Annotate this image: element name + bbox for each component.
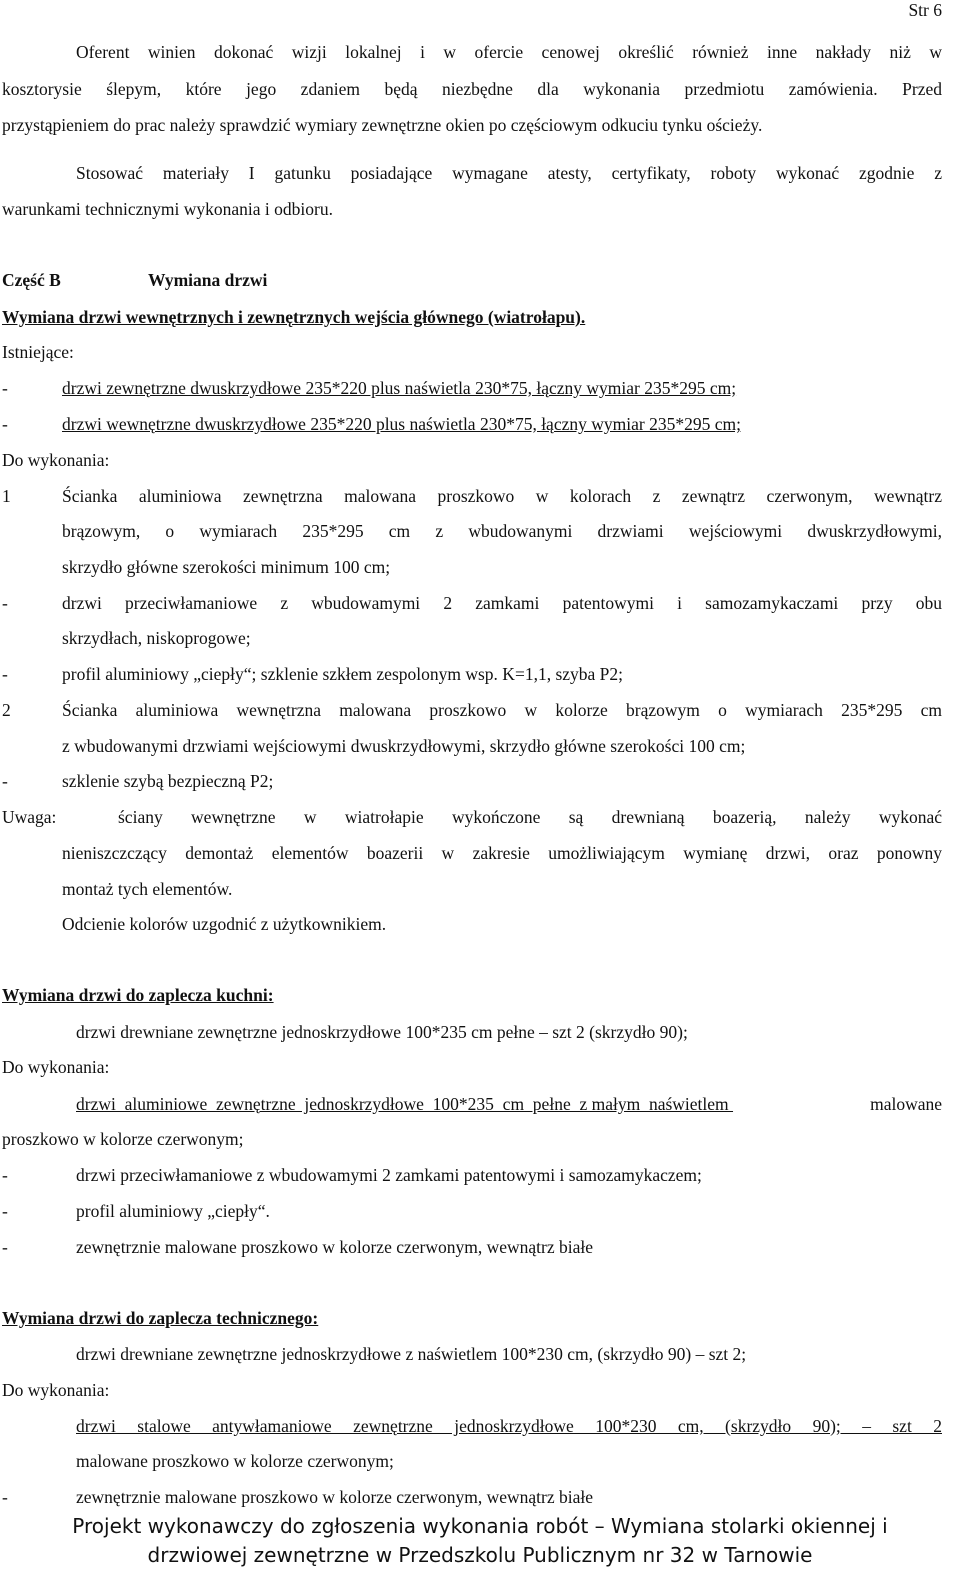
item1-line3: skrzydło główne szerokości minimum 100 cm; [62,557,391,577]
list-marker: - [2,1165,8,1185]
intro-p1-line2: kosztorysie ślepym, które jego zdaniem będą niezbędne dla wykonania przedmiotu zamówienia. Przed [2,79,942,99]
kitchen-todo-label: Do wykonania: [2,1057,110,1077]
item1-line1: Ścianka aluminiowa zewnętrzna malowana proszkowo w kolorach z zewnątrz czerwonym, wewnątrz [62,486,942,506]
section-heading-technical: Wymiana drzwi do zaplecza technicznego: [2,1308,319,1328]
technical-todo-line2: malowane proszkowo w kolorze czerwonym; [76,1451,394,1471]
kitchen-existing: drzwi drewniane zewnętrzne jednoskrzydłowe 100*235 cm pełne – szt 2 (skrzydło 90); [76,1022,688,1042]
item1-dash1-line2: skrzydłach, niskoprogowe; [62,628,251,648]
list-item: drzwi przeciwłamaniowe z wbudowamymi 2 zamkami patentowymi i samozamykaczem; [76,1165,702,1185]
intro-p2-line1: Stosować materiały I gatunku posiadające wymagane atesty, certyfikaty, roboty wykonać zgodnie z [76,163,942,183]
technical-existing: drzwi drewniane zewnętrzne jednoskrzydłowe z naświetlem 100*230 cm, (skrzydło 90) – szt 2; [76,1344,747,1364]
section-heading-kitchen: Wymiana drzwi do zaplecza kuchni: [2,985,274,1005]
item2-line2: z wbudowanymi drzwiami wejściowymi dwuskrzydłowymi, skrzydło główne szerokości 100 cm; [62,736,746,756]
item2-dash: szklenie szybą bezpieczną P2; [62,771,274,791]
kitchen-todo-underlined: drzwi aluminiowe zewnętrzne jednoskrzydłowe 100*235 cm pełne z małym naświetlem [76,1094,734,1114]
list-marker: - [2,1237,8,1257]
kitchen-todo-line1 [76,1096,942,1114]
list-item: profil aluminiowy „ciepły“. [76,1201,270,1221]
list-item: drzwi wewnętrzne dwuskrzydłowe 235*220 plus naświetla 230*75, łączny wymiar 235*295 cm; [62,414,741,434]
list-marker: - [2,414,8,434]
intro-p2-line2: warunkami technicznymi wykonania i odbioru. [2,199,333,219]
intro-p1-line1: Oferent winien dokonać wizji lokalnej i w ofercie cenowej określić również inne nakłady niż w [76,42,942,62]
existing-label: Istniejące: [2,342,74,362]
list-marker: 2 [2,700,11,720]
intro-p1-line3: przystąpieniem do prac należy sprawdzić wymiary zewnętrzne okien po częściowym odkuciu tynku ościeży. [2,115,763,135]
item1-dash2: profil aluminiowy „ciepły“; szklenie szkłem zespolonym wsp. K=1,1, szyba P2; [62,664,624,684]
kitchen-todo-rest: malowane [870,1094,942,1114]
kitchen-todo-line2: proszkowo w kolorze czerwonym; [2,1129,244,1149]
note-line1: ściany wewnętrzne w wiatrołapie wykończone są drewnianą boazerią, należy wykonać [118,807,942,827]
list-marker: - [2,771,8,791]
list-marker: - [2,1201,8,1221]
technical-todo-label: Do wykonania: [2,1380,110,1400]
footer-line2: drzwiowej zewnętrzne w Przedszkolu Publicznym nr 32 w Tarnowie [147,1543,813,1567]
list-marker: - [2,378,8,398]
todo-label: Do wykonania: [2,450,110,470]
note-line3: montaż tych elementów. [62,879,233,899]
section-heading-entrance: Wymiana drzwi wewnętrznych i zewnętrznych wejścia głównego (wiatrołapu). [2,307,586,327]
footer-line1: Projekt wykonawczy do zgłoszenia wykonania robót – Wymiana stolarki okiennej i [72,1514,888,1538]
list-item: zewnętrznie malowane proszkowo w kolorze czerwonym, wewnątrz białe [76,1237,594,1257]
page-number: Str 6 [908,0,942,20]
list-item: drzwi zewnętrzne dwuskrzydłowe 235*220 plus naświetla 230*75, łączny wymiar 235*295 cm; [62,378,737,398]
technical-todo-line1: drzwi stalowe antywłamaniowe zewnętrzne jednoskrzydłowe 100*230 cm, (skrzydło 90); – szt 2 [76,1416,942,1436]
list-marker: - [2,593,8,613]
note-line2: nieniszczczący demontaż elementów boazerii w zakresie umożliwiającym wymianę drzwi, oraz ponowny [62,843,942,863]
list-item: zewnętrznie malowane proszkowo w kolorze czerwonym, wewnątrz białe [76,1487,594,1507]
part-label: Część B [2,270,61,290]
note-label: Uwaga: [2,807,57,827]
note-line4: Odcienie kolorów uzgodnić z użytkownikiem. [62,914,387,934]
list-marker: - [2,1487,8,1507]
item1-line2: brązowym, o wymiarach 235*295 cm z wbudowanymi drzwiami wejściowymi dwuskrzydłowymi, [62,521,942,541]
item2-line1: Ścianka aluminiowa wewnętrzna malowana proszkowo w kolorze brązowym o wymiarach 235*295 cm [62,700,942,720]
part-title: Wymiana drzwi [148,270,268,290]
list-marker: - [2,664,8,684]
item1-dash1-line1: drzwi przeciwłamaniowe z wbudowamymi 2 zamkami patentowymi i samozamykaczami przy obu [62,593,942,613]
list-marker: 1 [2,486,11,506]
